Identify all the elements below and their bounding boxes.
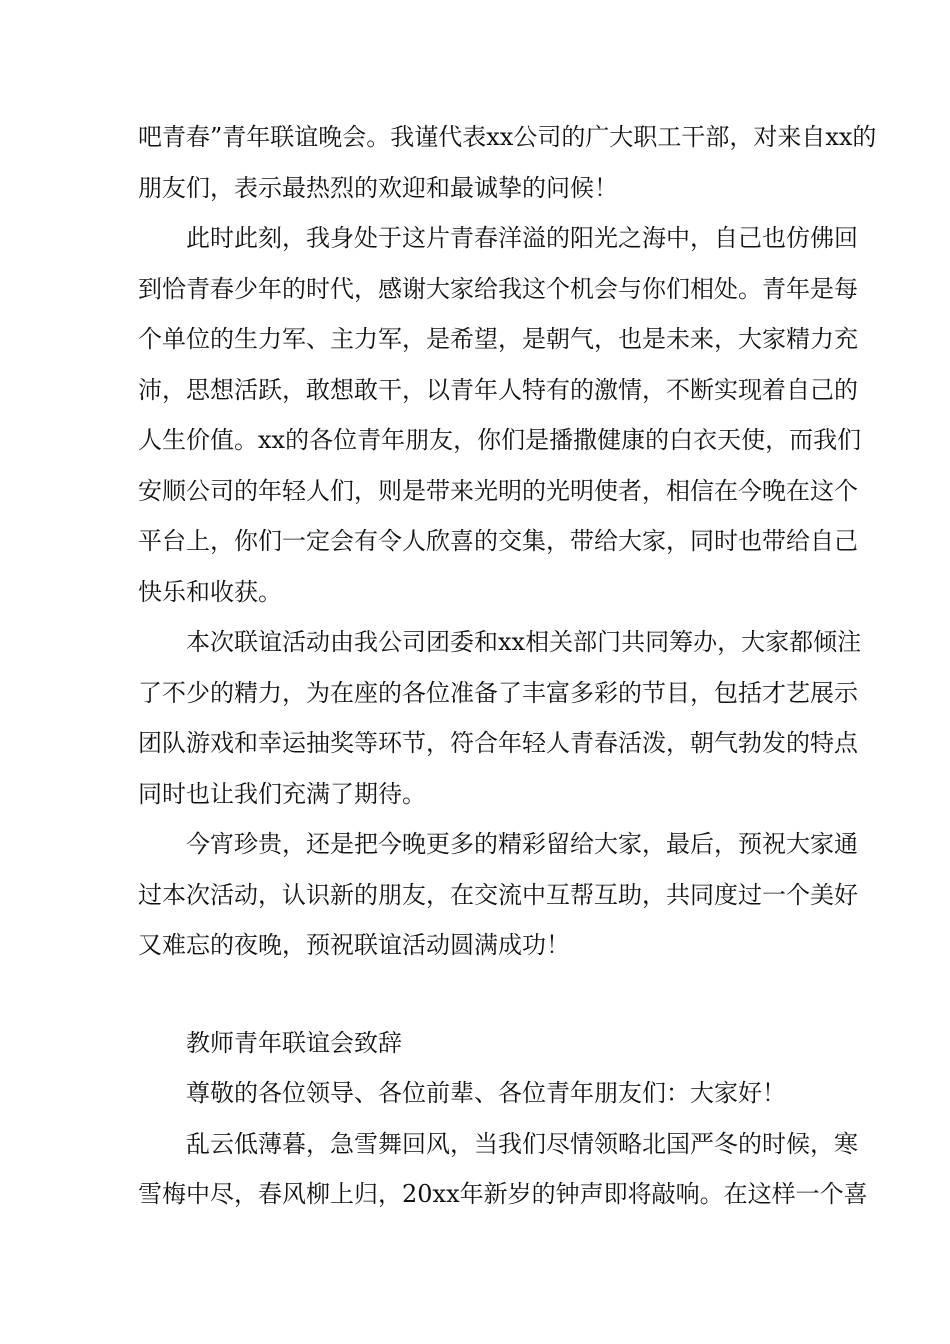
section-spacer	[138, 971, 820, 1018]
text-line: 团队游戏和幸运抽奖等环节，符合年轻人青春活泼，朝气勃发的特点	[138, 729, 858, 757]
text-line: 雪梅中尽，春风柳上归，20xx年新岁的钟声即将敲响。在这样一个喜	[138, 1180, 868, 1208]
greeting-line: 尊敬的各位领导、各位前辈、各位青年朋友们：大家好！	[186, 1079, 786, 1107]
text-line: 本次联谊活动由我公司团委和xx相关部门共同筹办，大家都倾注	[186, 628, 862, 656]
text-line: 了不少的精力，为在座的各位准备了丰富多彩的节目，包括才艺展示	[138, 678, 858, 707]
text-line: 同时也让我们充满了期待。	[138, 779, 426, 808]
text-line: 过本次活动，认识新的朋友，在交流中互帮互助，共同度过一个美好	[138, 880, 858, 909]
document-page	[138, 112, 877, 1220]
text-line: 人生价值。xx的各位青年朋友，你们是播撒健康的白衣天使，而我们	[138, 426, 862, 454]
text-line: 乱云低薄暮，急雪舞回风，当我们尽情领略北国严冬的时候，寒	[186, 1129, 858, 1158]
text-line: 快乐和收获。	[138, 577, 282, 606]
section-title: 教师青年联谊会致辞	[186, 1028, 402, 1057]
text-line: 此时此刻，我身处于这片青春洋溢的阳光之海中，自己也仿佛回	[186, 224, 858, 252]
text-line: 吧青春”青年联谊晚会。我谨代表xx公司的广大职工干部，对来自xx的	[138, 123, 877, 151]
text-line: 到恰青春少年的时代，感谢大家给我这个机会与你们相处。青年是每	[138, 274, 858, 303]
text-line: 个单位的生力军、主力军，是希望，是朝气，也是未来，大家精力充	[138, 325, 858, 353]
text-line: 又难忘的夜晚，预祝联谊活动圆满成功！	[138, 931, 570, 959]
text-line: 沛，思想活跃，敢想敢干，以青年人特有的激情，不断实现着自己的	[138, 375, 858, 404]
text-line: 安顺公司的年轻人们，则是带来光明的光明使者，相信在今晚在这个	[138, 476, 858, 505]
text-line: 朋友们，表示最热烈的欢迎和最诚挚的问候！	[138, 173, 618, 202]
text-line: 平台上，你们一定会有令人欣喜的交集，带给大家，同时也带给自己	[138, 527, 858, 555]
text-line: 今宵珍贵，还是把今晚更多的精彩留给大家，最后，预祝大家通	[186, 830, 858, 858]
